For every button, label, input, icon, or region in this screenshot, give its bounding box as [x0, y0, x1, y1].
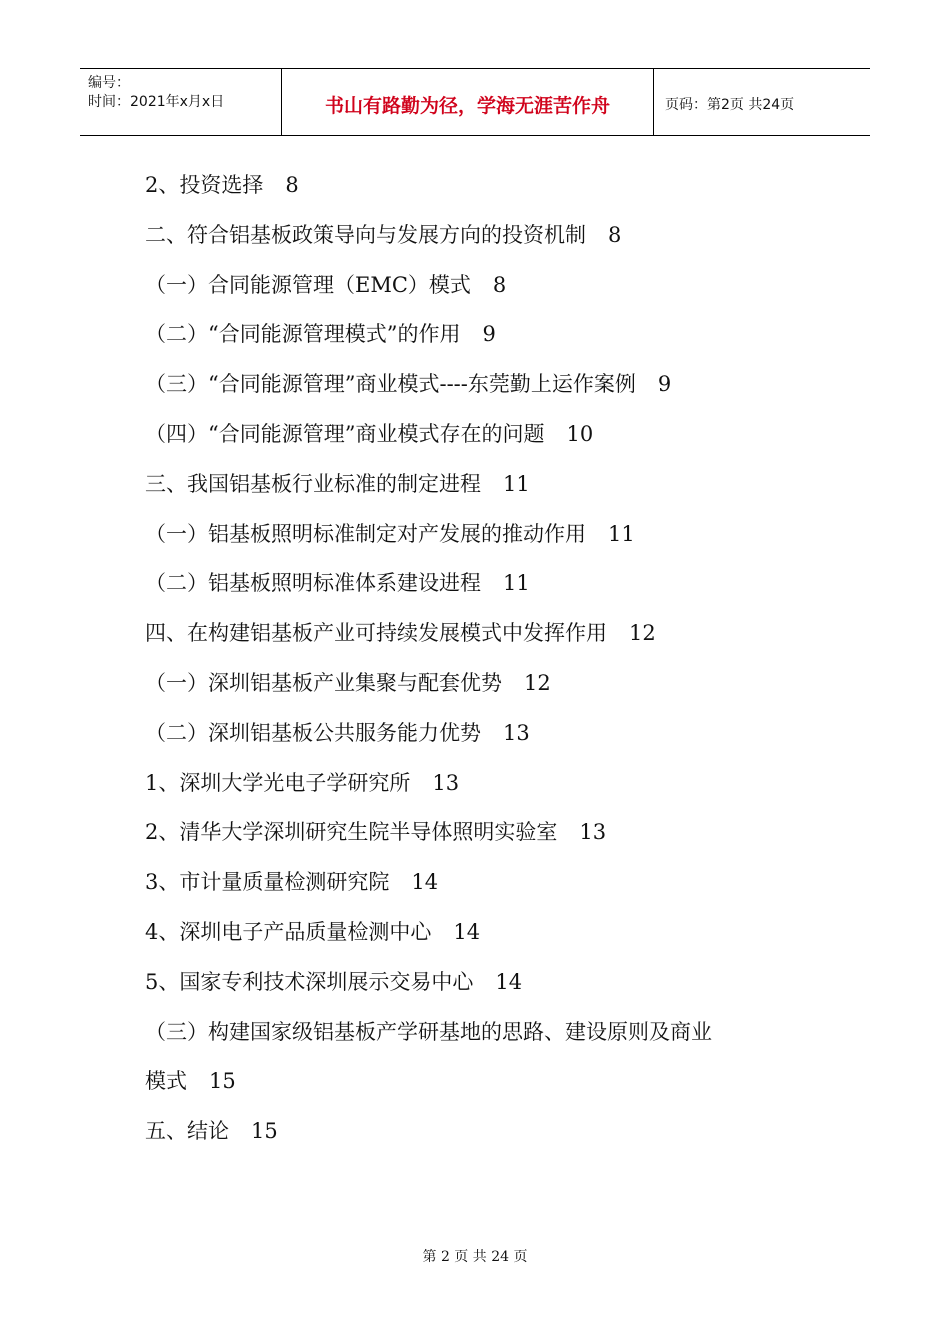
toc-entry-page: 9: [482, 322, 496, 347]
toc-entry-title: 2、投资选择: [145, 173, 264, 197]
toc-entry[interactable]: [145, 465, 825, 515]
toc-entry-title: （一）合同能源管理（EMC）模式: [145, 272, 471, 297]
toc-entry-title: 5、国家专利技术深圳展示交易中心: [145, 969, 474, 994]
toc-entry[interactable]: [145, 415, 825, 465]
toc-entry[interactable]: [145, 564, 825, 614]
toc-entry-page: 13: [503, 720, 530, 745]
toc-entry[interactable]: [145, 714, 825, 764]
toc-entry-page: 9: [657, 372, 672, 397]
toc-entry-title: （三）“合同能源管理”商业模式----东莞勤上运作案例: [145, 372, 636, 397]
toc-entry-page: 10: [566, 421, 594, 446]
header-motto: [282, 69, 654, 135]
toc-entry[interactable]: [145, 813, 825, 863]
motto-text: 书山有路勤为径，学海无涯苦作舟: [324, 94, 610, 117]
toc-entry-page: 11: [608, 521, 635, 546]
toc-entry[interactable]: [145, 216, 825, 266]
document-date: 时间：2021年x月x日: [88, 94, 225, 110]
toc-entry-page: 15: [209, 1069, 236, 1094]
toc-entry-title: （三）构建国家级铝基板产学研基地的思路、建设原则及商业: [145, 1019, 712, 1044]
toc-entry-page: 8: [285, 173, 299, 197]
page-header: [80, 68, 870, 136]
toc-entry-page: 11: [503, 471, 530, 496]
toc-entry-title: 四、在构建铝基板产业可持续发展模式中发挥作用: [145, 621, 607, 646]
toc-entry[interactable]: [145, 913, 825, 963]
toc-entry[interactable]: [145, 863, 825, 913]
toc-entry-title: （二）铝基板照明标准体系建设进程: [145, 571, 481, 596]
toc-entry[interactable]: [145, 963, 825, 1013]
toc-entry-title: （二）“合同能源管理模式”的作用: [145, 322, 461, 347]
toc-entry-page: 14: [411, 870, 439, 895]
toc-entry-page: 14: [453, 919, 481, 944]
toc-entry-title: 3、市计量质量检测研究院: [145, 870, 390, 895]
toc-entry[interactable]: [145, 1013, 825, 1063]
toc-entry[interactable]: [145, 365, 825, 415]
toc-entry[interactable]: [145, 266, 825, 316]
toc-entry[interactable]: [145, 315, 825, 365]
table-of-contents: [145, 166, 825, 1162]
toc-entry-page: 13: [432, 770, 460, 795]
footer-page-number: 第 2 页 共 24 页: [422, 1249, 528, 1265]
toc-entry-page: 8: [608, 222, 622, 247]
toc-entry-title: 三、我国铝基板行业标准的制定进程: [145, 471, 481, 496]
toc-entry-title: （一）深圳铝基板产业集聚与配套优势: [145, 670, 502, 695]
toc-entry[interactable]: [145, 764, 825, 814]
toc-entry-title: （四）“合同能源管理”商业模式存在的问题: [145, 421, 545, 446]
toc-entry[interactable]: [145, 1062, 825, 1112]
toc-entry[interactable]: [145, 664, 825, 714]
toc-entry-title: 2、清华大学深圳研究生院半导体照明实验室: [145, 820, 558, 845]
toc-entry[interactable]: [145, 1112, 825, 1162]
toc-entry-page: 12: [524, 670, 551, 695]
toc-entry[interactable]: [145, 614, 825, 664]
toc-entry-title: 二、符合铝基板政策导向与发展方向的投资机制: [145, 222, 586, 247]
header-meta: [80, 69, 282, 135]
header-page-info: [654, 69, 870, 135]
toc-entry-title: 五、结论: [145, 1119, 229, 1144]
toc-entry-title: 4、深圳电子产品质量检测中心: [145, 919, 432, 944]
toc-entry-page: 13: [579, 820, 607, 845]
toc-entry[interactable]: [145, 166, 825, 216]
document-code-label: 编号：: [88, 75, 130, 91]
toc-entry-page: 8: [492, 272, 507, 297]
toc-entry-page: 12: [629, 621, 656, 646]
toc-entry-page: 11: [503, 571, 530, 596]
toc-entry[interactable]: [145, 515, 825, 565]
toc-entry-title: （一）铝基板照明标准制定对产发展的推动作用: [145, 521, 586, 546]
page-info-text: 页码：第2页 共24页: [665, 97, 795, 113]
toc-entry-page: 14: [495, 969, 523, 994]
toc-entry-page: 15: [251, 1119, 278, 1144]
page-footer: [0, 1246, 950, 1266]
toc-entry-title: 1、深圳大学光电子学研究所: [145, 770, 411, 795]
toc-entry-title: 模式: [145, 1069, 187, 1094]
toc-entry-title: （二）深圳铝基板公共服务能力优势: [145, 720, 481, 745]
